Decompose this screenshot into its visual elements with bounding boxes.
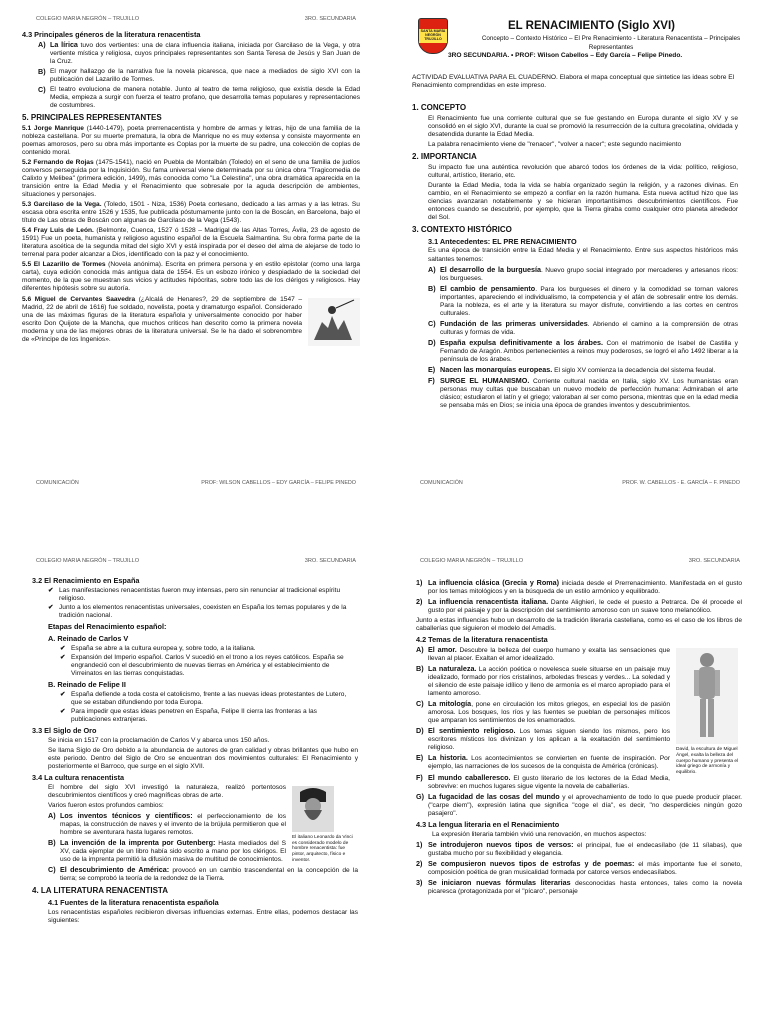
section-title: 5. PRINCIPALES REPRESENTANTES [22, 113, 162, 123]
page-1 [0, 0, 384, 512]
section-title: 2. IMPORTANCIA [412, 151, 477, 161]
list-item: G) La fugacidad de las cosas del mundo y el aprovechamiento de todo lo que puede producir placer. ("carpe diem"), expresión latina que significa "coge el día", es decir, "no desperdicies ningún gozo pasajero". [416, 791, 742, 817]
leonardo-portrait: El italiano Leonardo da Vinci es considerado modelo de hombre renacentista: fue pintor, arquitecto, físico e inventor. [292, 786, 358, 864]
page-4 [384, 512, 768, 1024]
rep-item: 5.2 Fernando de Rojas (1475-1541), nació en Puebla de Montalbán (Toledo) en el seno de una familia de judíos conversos perseguida por la Inquisición. Su fama universal viene determinada por su única obra "Tragicomedia de Calixto y Melibea" (primera edición, 1499), más conocida como "La Celestina", una obra dramática aparecida en la transición entre la Edad Media y el Renacimiento que sobresale por la aguda descripción de ambientes, situaciones y personajes. [22, 159, 360, 199]
teachers-line: 3RO SECUNDARIA. • PROF: Wilson Cabellos – Edy García – Felipe Pinedo. [448, 52, 683, 59]
list-item: D) España expulsa definitivamente a los árabes. Con el matrimonio de Isabel de Castilla y Fernando de Aragón. Ambos pertenecientes a reinos muy poderosos, se logró el año 1492 liberar a la península de los árabes. [428, 337, 738, 363]
page-subtitle: Concepto – Contexto Histórico – El Pre Renacimiento - Literatura Renacentista – Principales Representantes [481, 35, 741, 51]
rep-item: 5.5 El Lazarillo de Tormes (Novela anónima). Escrita en primera persona y en estilo epistolar (como una larga carta), cuya edición conocida más antigua data de 1554. Es un esbozo irónico y despiadado de la sociedad del momento, de la que se muestran sus vicios y actitudes hipócritas, sobre todo las de los clérigos y religiosos. Hay diferentes hipótesis sobre su autoría. [22, 261, 360, 293]
list-item: B) El mayor hallazgo de la narrativa fue la novela picaresca, que nace a mediados de siglo XVI con la publicación del Lazarillo de Tormes. [38, 66, 360, 84]
list-item: B) El cambio de pensamiento. Para los burgueses el dinero y la comodidad se tornan valores importantes, apareciendo el individualismo, la competencia y el afán de sobresalir entre los demás. Para la nobleza, es el arte y la literatura su mayor disfrute, convirtiendo a las cortes en centros culturales. [428, 283, 738, 317]
page-3 [0, 512, 384, 1024]
rep-item: 5.6 Miguel de Cervantes Saavedra (¿Alcalá de Henares?, 29 de septiembre de 1547 – Madrid, 22 de abril de 1616) fue soldado, novelista, poeta y dramaturgo español. Considerado una de las máximas figuras de la literatura española y universalmente conocido por haber escrito Don Quijote de la Mancha, que muchos críticos han descrito como la primera novela moderna y una de las mejores obras de la literatura universal. Se le ha dado el sobrenombre de «Príncipe de los Ingenios». [22, 296, 360, 344]
david-statue-image: David, la escultura de Miguel Ángel, exalta la belleza del cuerpo humano y presenta el ideal griego de armonía y equilibrio. [676, 648, 742, 776]
list-item: C) El descubrimiento de América: provocó en un cambio trascendental en la concepción de la tierra; se comprobó la teoría de la redondez de la Tierra. [48, 865, 358, 883]
page-4-content: 1) La influencia clásica (Grecia y Roma) iniciada desde el Prerrenacimiento. Manifestada en el gusto por los temas mitológicos y en la búsqueda de un estilo armónico y equilibrado. 2) La influencia renacentista italiana. Dante Alighieri, le cede el puesto a Petrarca. De él procede el gusto por el paisaje y por la descripción del sentimiento amoroso con un suave tono melancólico. Junto a estas influencias hubo un desarrollo de la tradición literaria castellana, como es el caso de los libros de caballerías que siguieron el modelo del Amadís. 4.2 Temas de la literatura renacentista David, la escultura de Miguel Ángel, exalta la belleza del cuerpo humano y presenta el ideal griego de armonía y equilibrio. A) El amor. Descubre la belleza del cuerpo humano y exalta las sensaciones que llevan al placer. Exaltan el amor idealizado. B) La naturaleza. La acción poética o novelesca suele situarse en un paisaje muy idealizado, formado por ríos cristalinos, arboledas frescas y verdes... La soledad y el silencio de este paisaje idílico y lleno de armonía es el marco apropiado para el lamento amoroso. C) La mitología, pone en circulación los mitos griegos, en especial los de pasión amorosa. Los bosques, los ríos y las fuentes se pueblan de personajes míticos que amparan los sentimientos de los enamorados. D) El sentimiento religioso. Los temas siguen siendo los mismos, pero los escritores místicos los divinizan y los aplican a la exaltación del sentimiento religioso. E) La historia. Los acontecimientos se convierten en fuente de inspiración. Por ejemplo, las narraciones de los sucesos de la conquista de América (crónicas). F) El mundo caballeresco. El gusto literario de los lectores de la Edad Media, sobrevive: en muchos lugares sigue vigente la novela de caballerías. G) La fugacidad de las cosas del mundo y el aprovechamiento de todo lo que puede producir placer. ("carpe diem"), expresión latina que significa "coge el día", es decir, "no desperdicies ningún gozo pasajero". 4.3 La lengua literaria en el Renacimiento La expresión literaria también vivió una renovación, en muchos aspectos: 1) Se introdujeron nuevos tipos de versos: el principal, fue el endecasílabo (de 11 sílabas), que gustaba mucho por su flexibilidad y elegancia. 2) Se compusieron nuevos tipos de estrofas y de poemas: el más importante fue el soneto, composición poética de gran musicalidad formada por catorce versos endecasílabos. 3) Se iniciaron nuevas fórmulas literarias desconocidas hasta entonces, tales como la novela picaresca (protagonizada por el "pícaro", personaje [416, 578, 743, 895]
check-icon: ✔ [60, 644, 66, 652]
list-item: C) El teatro evoluciona de manera notable. Junto al teatro de tema religioso, que existía desde la Edad Media, empieza a surgir con fuerza el teatro profano, que desarrolla temas populares y representaciones de costumbres. [38, 85, 360, 110]
page-1-content [22, 28, 360, 351]
school-crest-icon: SANTA MARÍA NEGRÓN TRUJILLO [418, 18, 448, 54]
rep-item: 5.1 Jorge Manrique (1440-1479), poeta prerrenacentista y hombre de armas y letras, hijo de una familia de la nobleza castellana. Por su muerte prematura, la obra de Manrique no es muy extensa y consiste mayormente en poemas amorosos, pero su obra más importante es Coplas por la muerte de su padre, una colección de coplas de contenido moral. [22, 124, 360, 156]
list-item: 1) Se introdujeron nuevos tipos de versos: el principal, fue el endecasílabo (de 11 sílabas), que gustaba mucho por su flexibilidad y elegancia. [416, 839, 742, 857]
list-item: B) La invención de la imprenta por Gutenberg: Hasta mediados del S XV, cada ejemplar de un libro había sido escrito a mano por los clérigos. El uso de la imprenta permitió la difusión masiva de multitud de conocimientos. [48, 838, 286, 864]
subsection-title: 4.3 La lengua literaria en el Renacimiento [416, 819, 560, 829]
page-2-content: 1. CONCEPTO El Renacimiento fue una corriente cultural que se fue gestando en Europa durante el siglo XV y se consolidó en el siglo XVI, durante la cual se promovió la resurrección de la cultura grecolatina, olvidada y desatendida durante la Edad Media. La palabra renacimiento viene de "renacer", "volver a nacer"; este segundo nacimiento 2. IMPORTANCIA Su impacto fue una auténtica revolución que abarcó todos los órdenes de la vida: político, religioso, cultural, artístico, literario, etc. Durante la Edad Media, toda la vida se había organizado según la religión, y a razones divinas. En cambio, en el Renacimiento se empezó a confiar en la razón humana. Esta nueva actitud hizo que las ciencias avanzaran notablemente y se hicieran importantísimos descubrimientos científicos. Fue entonces cuando se descubrió, por ejemplo, que la Tierra giraba como cualquier otro planeta alrededor del Sol. 3. CONTEXTO HISTÓRICO 3.1 Antecedentes: EL PRE RENACIMIENTO Es una época de transición entre la Edad Media y el Renacimiento. Entre sus aspectos históricos más saltantes tenemos: A) El desarrollo de la burguesía. Nuevo grupo social integrado por mercaderes y artesanos ricos: los burgueses. B) El cambio de pensamiento. Para los burgueses el dinero y la comodidad se tornan valores importantes, apareciendo el individualismo, la competencia y el afán de sobresalir entre los demás. Para la nobleza, es el arte y la literatura su mayor disfrute, convirtiendo a las cortes en centros culturales. C) Fundación de las primeras universidades. Abriendo el camino a la comprensión de otras culturas y formas de vida. D) España expulsa definitivamente a los árabes. Con el matrimonio de Isabel de Castilla y Fernando de Aragón. Ambos pertenecientes a reinos muy poderosos, se logró el año 1492 liberar a la península de los árabes. E) Nacen las monarquías europeas. El siglo XV comienza la decadencia del sistema feudal. F) SURGE EL HUMANISMO. Corriente cultural nacida en Italia, siglo XV. Los humanistas eran personas muy cultas que buscaban un nuevo modelo de perfección humana: Admiraban el arte clásico; estudiaron el latín y el griego; valoraban al ser como persona, mientras que en la edad media se pensaba más en Dios; se inicia una época de grandes inventos y descubrimientos. [412, 103, 739, 410]
list-item: F) El mundo caballeresco. El gusto literario de los lectores de la Edad Media, sobrevive: en muchos lugares sigue vigente la novela de caballerías. [416, 772, 670, 790]
quijote-illustration [308, 298, 360, 349]
activity-instruction: ACTIVIDAD EVALUATIVA PARA EL CUADERNO. Elabora el mapa conceptual que sintetice las ideas sobre El Renacimiento comprendidas en este impreso. [412, 74, 735, 90]
list-item: E) Nacen las monarquías europeas. El siglo XV comienza la decadencia del sistema feudal. [428, 364, 716, 374]
list-item: C) Fundación de las primeras universidades. Abriendo el camino a la comprensión de otras culturas y formas de vida. [428, 318, 739, 336]
rep-item: 5.3 Garcilaso de la Vega. (Toledo, 1501 - Niza, 1536) Poeta cortesano, dedicado a las armas y a las letras. Su escasa obra escrita entre 1526 y 1535, fue publicada póstumamente junto con la de Boscán, en Barcelona, bajo el título de Las obras de Boscán con algunas de Garcilaso de la Vega (1543). [22, 201, 360, 225]
list-item: A) La lírica tuvo dos vertientes: una de clara influencia italiana, iniciada por Garcilaso de la Vega, y otra vertiente mística y religiosa, cuyos principales representantes son Santa Teresa de Jesús y San Juan de la Cruz. [38, 39, 360, 65]
page-3-content: 3.2 El Renacimiento en España ✔ Las manifestaciones renacentistas fueron muy intensas, pero sin renunciar al tradicional espíritu religioso. ✔ Junto a los elementos renacentistas universales, coexisten en España los temas populares y de la tradición nacional. Etapas del Renacimiento español: A. Reinado de Carlos V ✔ España se abre a la cultura europea y, sobre todo, a la italiana. ✔ Expansión del Imperio español. Carlos V sucedió en el trono a los reyes católicos. España se engrandeció con el descubrimiento de nuevas tierras en América y el establecimiento de Virreinatos en las tierras conquistadas. B. Reinado de Felipe II ✔ España defiende a toda costa el catolicismo, frente a las nuevas ideas protestantes de Lutero, que se estaban difundiendo por toda Europa. ✔ Para impedir que estas ideas penetren en España, Felipe II cierra las fronteras a las publicaciones extranjeras. 3.3 El Siglo de Oro Se inicia en 1517 con la proclamación de Carlos V y abarca unos 150 años. Se llama Siglo de Oro debido a la abundancia de autores de gran calidad y obras brillantes que hubo en este periodo. Dentro del Siglo de Oro se encuentran dos movimientos culturales: El Renacimiento y posteriormente el Barroco, que surge en el siglo XVII. 3.4 La cultura renacentista El italiano Leonardo da Vinci es considerado modelo de hombre renacentista: fue pintor, arquitecto, físico e inventor. El hombre del siglo XVI investigó la naturaleza, realizó portentosos descubrimientos científicos y creó magníficas obras de arte. Varios fueron estos profundos cambios: A) Los inventos técnicos y científicos: el perfeccionamiento de los mapas, la construcción de naves y el invento de la brújula permitieron que el hombre se aventurara hasta lugares remotos. B) La invención de la imprenta por Gutenberg: Hasta mediados del S XV, cada ejemplar de un libro había sido escrito a mano por los clérigos. El uso de la imprenta permitió la difusión masiva de multitud de conocimientos. C) El descubrimiento de América: provocó en un cambio trascendental en la concepción de la tierra; se comprobó la teoría de la redondez de la Tierra. 4. LA LITERATURA RENACENTISTA 4.1 Fuentes de la literatura renacentista española Los renacentistas españoles recibieron diversas influencias externas. Entre ellas, podemos destacar las siguientes: [32, 576, 358, 924]
header-school: COLEGIO MARIA NEGRÓN – TRUJILLO [36, 16, 140, 22]
section-title: 1. CONCEPTO [412, 103, 467, 112]
check-icon: ✔ [60, 707, 66, 715]
page-header: COLEGIO MARIA NEGRÓN – TRUJILLO 3RO. SECUNDARIA [420, 558, 740, 564]
section-title: 3. CONTEXTO HISTÓRICO [412, 224, 512, 234]
list-item: A) Los inventos técnicos y científicos: el perfeccionamiento de los mapas, la construcción de naves y el invento de la brújula permitieron que el hombre se aventurara hasta lugares remotos. [48, 810, 286, 836]
subsection-title: 3.2 El Renacimiento en España [32, 576, 140, 585]
page-footer: COMUNICACIÓN PROF. W. CABELLOS - E. GARCÍA – F. PINEDO [420, 480, 740, 486]
section-title: 4. LA LITERATURA RENACENTISTA [32, 886, 168, 896]
rep-item: 5.4 Fray Luis de León. (Belmonte, Cuenca, 1527 ó 1528 – Madrigal de las Altas Torres, Ávila, 23 de agosto de 1591) Fue un poeta, humanista y religioso agustino español de la Escuela Salmantina. Su obra forma parte de la literatura ascética de la segunda mitad del siglo XVI y está inspirada por el deseo del alma de alejarse de todo lo terrenal para poder alcanzar a Dios, identificado con la paz y el conocimiento. [22, 227, 360, 259]
check-icon: ✔ [48, 586, 54, 594]
list-item: B) La naturaleza. La acción poética o novelesca suele situarse en un paisaje muy idealizado, formado por ríos cristalinos, arboledas frescas y verdes... La soledad y el silencio de este paisaje idílico y lleno de armonía es el marco apropiado para el lamento amoroso. [416, 664, 670, 698]
check-icon: ✔ [60, 690, 66, 698]
list-item: D) El sentimiento religioso. Los temas siguen siendo los mismos, pero los escritores místicos los divinizan y los aplican a la exaltación del sentimiento religioso. [416, 726, 670, 752]
page-header [36, 16, 356, 22]
page-title: EL RENACIMIENTO (Siglo XVI) [508, 20, 675, 32]
header-grade: 3RO. SECUNDARIA [304, 16, 356, 22]
page-2 [384, 0, 768, 512]
check-icon: ✔ [48, 603, 54, 611]
subsection-title: 3.4 La cultura renacentista [32, 772, 125, 782]
list-item: A) El desarrollo de la burguesía. Nuevo grupo social integrado por mercaderes y artesanos ricos: los burgueses. [428, 264, 738, 282]
list-item: 3) Se iniciaron nuevas fórmulas literarias desconocidas hasta entonces, tales como la novela picaresca (protagonizada por el "pícaro", personaje [416, 877, 743, 895]
section-title: 4.3 Principales géneros de la literatura renacentista [22, 30, 201, 39]
page-footer: COMUNICACIÓN PROF: WILSON CABELLOS – EDY GARCÍA – FELIPE PINEDO [36, 480, 356, 486]
list-item: E) La historia. Los acontecimientos se convierten en fuente de inspiración. Por ejemplo, las narraciones de los sucesos de la conquista de América (crónicas). [416, 753, 671, 771]
list-item: F) SURGE EL HUMANISMO. Corriente cultural nacida en Italia, siglo XV. Los humanistas eran personas muy cultas que buscaban un nuevo modelo de perfección humana: Admiraban el arte clásico; estudiaron el latín y el griego; valoraban al ser como persona, mientras que en la edad media se pensaba más en Dios; se inicia una época de grandes inventos y descubrimientos. [428, 375, 738, 410]
list-item: A) El amor. Descubre la belleza del cuerpo humano y exalta las sensaciones que llevan al placer. Exaltan el amor idealizado. [416, 645, 670, 663]
subsection-title: 3.1 Antecedentes: EL PRE RENACIMIENTO [428, 236, 577, 246]
page-header: COLEGIO MARIA NEGRÓN – TRUJILLO 3RO. SECUNDARIA [36, 558, 356, 564]
check-icon: ✔ [60, 653, 66, 661]
list-item: 1) La influencia clásica (Grecia y Roma) iniciada desde el Prerrenacimiento. Manifestada en el gusto por los temas mitológicos y en la búsqueda de un estilo armónico y equilibrado. [416, 578, 743, 596]
list-item: 2) La influencia renacentista italiana. Dante Alighieri, le cede el puesto a Petrarca. De él procede el gusto por el paisaje y por la descripción del sentimiento amoroso con un suave tono melancólico. [416, 597, 742, 615]
list-item: C) La mitología, pone en circulación los mitos griegos, en especial los de pasión amorosa. Los bosques, los ríos y las fuentes se pueblan de personajes míticos que amparan los sentimientos de los enamorados. [416, 699, 670, 725]
subsection-title: 3.3 El Siglo de Oro [32, 725, 97, 735]
subsection-title: 4.2 Temas de la literatura renacentista [416, 635, 548, 645]
list-item: 2) Se compusieron nuevos tipos de estrofas y de poemas: el más importante fue el soneto, composición poética de gran musicalidad formada por catorce versos endecasílabos. [416, 858, 742, 876]
